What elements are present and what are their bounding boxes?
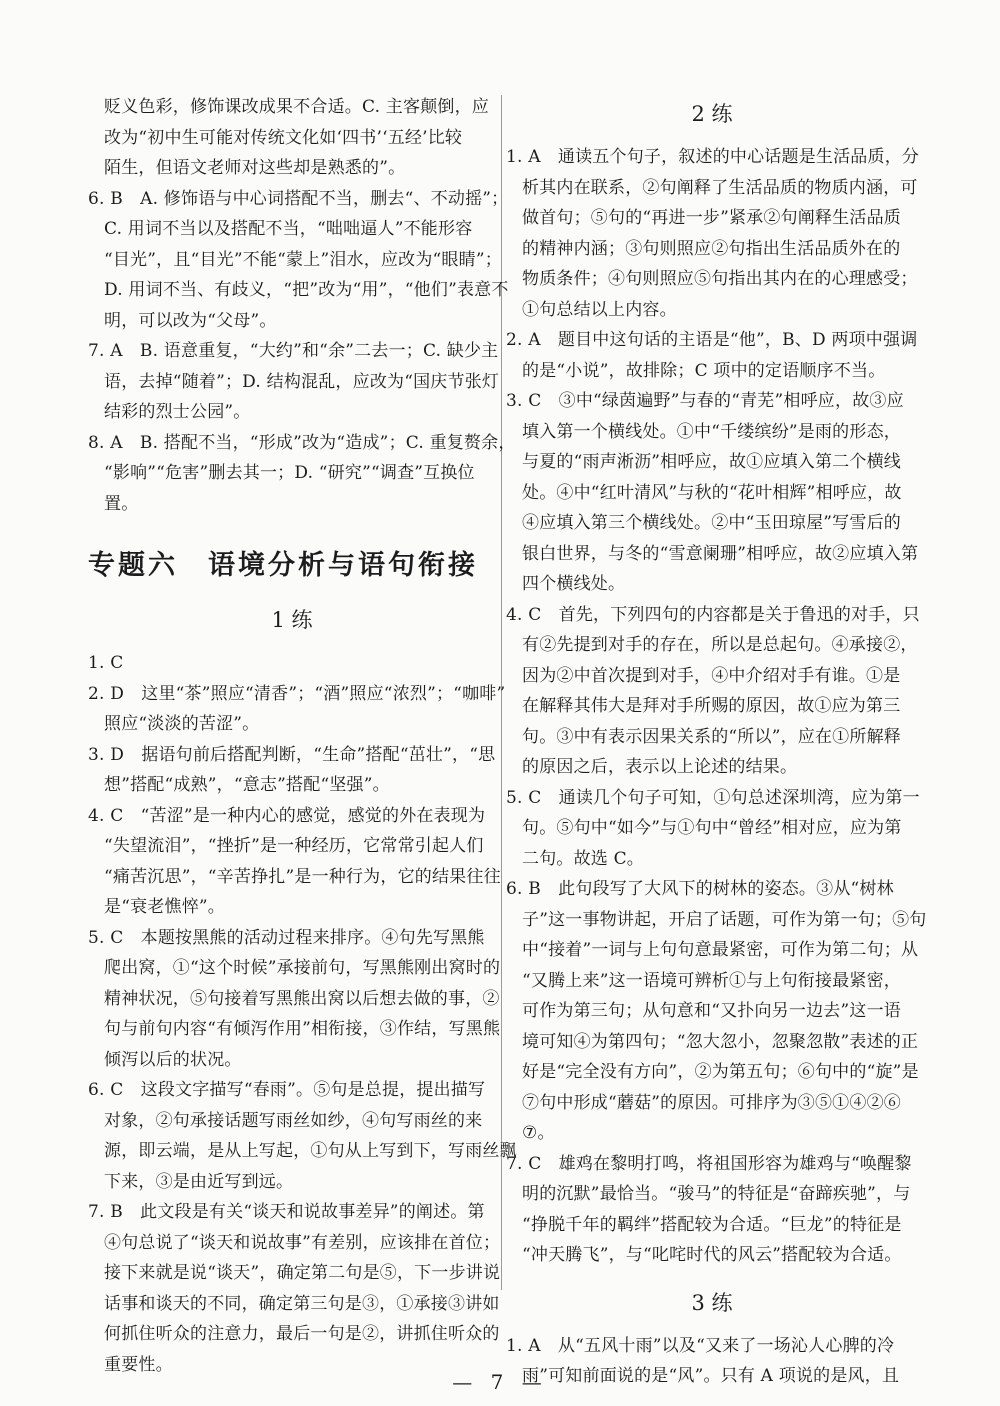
text-line: “挣脱千年的羁绊”搭配较为合适。“巨龙”的特征是 bbox=[522, 1214, 902, 1235]
text-line: 6. B A. 修饰语与中心词搭配不当，删去“、不动摇”； bbox=[88, 188, 509, 209]
text-line: 5. C 本题按黑熊的活动过程来排序。④句先写黑熊 bbox=[88, 927, 485, 948]
ex1-answer-3 bbox=[88, 740, 496, 801]
text-line: 6. C 这段文字描写“春雨”。⑤句是总提，提出描写 bbox=[88, 1080, 486, 1100]
exercise-1-title: 1 练 bbox=[271, 608, 313, 632]
text-line: 2. D 这里“茶”照应“清香”；“酒”照应“浓烈”；“咖啡” bbox=[88, 683, 506, 704]
ex1-answer-6 bbox=[88, 1075, 517, 1197]
text-line: 对象，②句承接话题写雨丝如纱，④句写雨丝的来 bbox=[104, 1110, 483, 1131]
text-line: 句与前句内容“有倾泻作用”相衔接，③作结，写黑熊 bbox=[104, 1019, 501, 1039]
ex2-answer-6 bbox=[506, 874, 927, 1149]
text-line: 2. A 题目中这句话的主语是“他”，B、D 两项中强调 bbox=[506, 330, 918, 350]
text-line: 接下来就是说“谈天”，确定第二句是⑤，下一步讲说 bbox=[104, 1263, 501, 1283]
text-line: “影响”“危害”删去其一；D. “研究”“调查”互换位 bbox=[104, 463, 475, 483]
text-line: 陌生，但语文老师对这些却是熟悉的”。 bbox=[104, 158, 406, 178]
text-line: 1. A 通读五个句子，叙述的中心话题是生活品质，分 bbox=[506, 147, 920, 167]
text-line: ①句总结以上内容。 bbox=[522, 299, 677, 320]
text-line: ④应填入第三个横线处。②中“玉田琼屋”写雪后的 bbox=[522, 513, 901, 533]
text-line: “痛苦沉思”，“辛苦挣扎”是一种行为，它的结果往往 bbox=[104, 866, 501, 887]
text-line: 结彩的烈士公园”。 bbox=[104, 402, 251, 422]
text-line: 8. A B. 搭配不当，“形成”改为“造成”；C. 重复赘余， bbox=[88, 432, 516, 453]
text-line: 是“衰老憔悴”。 bbox=[104, 897, 225, 917]
text-line: 6. B 此句段写了大风下的树林的姿态。③从“树林 bbox=[506, 879, 894, 899]
text-line: 置。 bbox=[104, 493, 139, 514]
text-line: 明，可以改为“父母”。 bbox=[104, 310, 277, 331]
text-line: 处。④中“红叶清风”与秋的“花叶相辉”相呼应，故 bbox=[522, 482, 902, 503]
text-line: 4. C 首先，下列四句的内容都是关于鲁迅的对手，只 bbox=[506, 604, 920, 625]
ex2-answer-3 bbox=[506, 386, 918, 600]
text-line: 在解释其伟大是拜对手所赐的原因，故①应为第三 bbox=[522, 696, 901, 716]
text-line: 源，即云端，是从上写起，①句从上写到下，写雨丝飘 bbox=[104, 1141, 517, 1161]
text-line: 1. C bbox=[88, 653, 124, 673]
text-line: 语，去掉“随着”；D. 结构混乱，应改为“国庆节张灯 bbox=[104, 371, 500, 392]
text-line: 3. C ③中“绿茵遍野”与春的“青芜”相呼应，故③应 bbox=[506, 391, 904, 411]
text-line: 物质条件；④句则照应⑤句指出其内在的心理感受； bbox=[522, 269, 918, 289]
text-line: 因为②中首次提到对手，④中介绍对手有谁。①是 bbox=[522, 665, 901, 686]
exercise-3-title: 3 练 bbox=[691, 1290, 733, 1315]
text-line: 5. C 通读几个句子可知，①句总述深圳湾，应为第一 bbox=[506, 787, 920, 808]
text-line: ⑦。 bbox=[522, 1123, 555, 1143]
right-column bbox=[506, 92, 927, 1392]
text-line: “目光”，且“目光”不能“蒙上”泪水，应改为“眼睛”； bbox=[104, 249, 502, 270]
text-line: 改为“初中生可能对传统文化如‘四书’‘五经’比较 bbox=[104, 127, 463, 148]
ex2-answer-4 bbox=[506, 600, 918, 783]
ex2-answer-7 bbox=[506, 1149, 918, 1271]
ex2-answer-5 bbox=[506, 783, 918, 875]
text-line: 何抓住听众的注意力，最后一句是②，讲抓住听众的 bbox=[104, 1324, 500, 1344]
text-line: 的精神内涵；③句则照应②句指出生活品质外在的 bbox=[522, 238, 901, 259]
text-line: 7. C 雄鸡在黎明打鸣，将祖国形容为雄鸡与“唤醒黎 bbox=[506, 1153, 912, 1174]
text-line: 有②先提到对手的存在，所以是总起句。④承接②， bbox=[522, 635, 918, 655]
text-line: 话事和谈天的不同，确定第三句是③，①承接③讲如 bbox=[104, 1293, 500, 1314]
text-line: 境可知④为第四句；“忽大忽小，忽聚忽散”表述的正 bbox=[522, 1031, 919, 1052]
text-line: 7. A B. 语意重复，“大约”和“余”二去一；C. 缺少主 bbox=[88, 341, 499, 361]
text-line: 与夏的“雨声淅沥”相呼应，故①应填入第二个横线 bbox=[522, 452, 901, 472]
ex2-answer-1 bbox=[506, 142, 918, 325]
ex1-answer-1 bbox=[88, 648, 496, 679]
text-line: “失望流泪”，“挫折”是一种经历，它常常引起人们 bbox=[104, 836, 484, 856]
answer-8 bbox=[88, 428, 516, 520]
ex1-answer-7 bbox=[88, 1197, 501, 1380]
text-line: 贬义色彩，修饰课改成果不合适。C. 主客颠倒，应 bbox=[104, 97, 490, 117]
text-line: ⑦句中形成“蘑菇”的原因。可排序为③⑤①④②⑥ bbox=[522, 1092, 901, 1113]
text-line: 中“接着”一词与上句句意最紧密，可作为第二句；从 bbox=[522, 940, 919, 960]
answer-7 bbox=[88, 336, 500, 428]
text-line: 填入第一个横线处。①中“千缕缤纷”是雨的形态， bbox=[522, 421, 901, 442]
text-line: 银白世界，与冬的“雪意阑珊”相呼应，故②应填入第 bbox=[522, 543, 919, 564]
text-line: C. 用词不当以及搭配不当，“咄咄逼人”不能形容 bbox=[104, 219, 473, 239]
text-line: 雨”可知前面说的是“风”。只有 A 项说的是风，且 bbox=[522, 1366, 900, 1386]
text-line: 的是“小说”，故排除；C 项中的定语顺序不当。 bbox=[522, 360, 886, 381]
text-line: 好是“完全没有方向”，②为第五句；⑥句中的“旋”是 bbox=[522, 1062, 919, 1082]
text-line: 做首句；⑤句的“再进一步”紧承②句阐释生活品质 bbox=[522, 208, 901, 228]
page-number: — 7 — bbox=[452, 1370, 548, 1394]
ex2-answer-2 bbox=[506, 325, 918, 386]
text-line: D. 用词不当、有歧义，“把”改为“用”，“他们”表意不 bbox=[104, 280, 509, 300]
text-line: “冲天腾飞”，与“叱咤时代的风云”搭配较为合适。 bbox=[522, 1245, 902, 1265]
text-line: 倾泻以后的状况。 bbox=[104, 1049, 242, 1070]
continued-answer bbox=[88, 92, 496, 184]
text-line: 1. A 从“五风十雨”以及“又来了一场沁人心脾的冷 bbox=[506, 1335, 895, 1356]
ex1-answer-5 bbox=[88, 923, 501, 1076]
text-line: 可作为第三句；从句意和“又扑向另一边去”这一语 bbox=[522, 1001, 901, 1021]
text-line: 二句。故选 C。 bbox=[522, 848, 645, 869]
text-line: 句。⑤句中“如今”与①句中“曾经”相对应，应为第 bbox=[522, 818, 902, 838]
text-line: 4. C “苦涩”是一种内心的感觉，感觉的外在表现为 bbox=[88, 805, 486, 826]
text-line: 精神状况，⑤句接着写黑熊出窝以后想去做的事，② bbox=[104, 988, 500, 1009]
section-title: 专题六 语境分析与语句衔接 bbox=[88, 550, 478, 581]
text-line: ④句总说了“谈天和说故事”有差别，应该排在首位； bbox=[104, 1232, 501, 1253]
text-line: 的原因之后，表示以上论述的结果。 bbox=[522, 757, 798, 777]
text-line: 3. D 据语句前后搭配判断，“生命”搭配“茁壮”，“思 bbox=[88, 744, 496, 765]
text-line: 句。③中有表示因果关系的“所以”，应在①所解释 bbox=[522, 726, 901, 747]
text-line: 想”搭配“成熟”，“意志”搭配“坚强”。 bbox=[104, 775, 390, 795]
text-line: 重要性。 bbox=[104, 1354, 173, 1375]
text-line: 四个横线处。 bbox=[522, 574, 626, 594]
text-line: “又腾上来”这一语境可辨析①与上句衔接最紧密， bbox=[522, 970, 901, 991]
text-line: 爬出窝，①“这个时候”承接前句，写黑熊刚出窝时的 bbox=[104, 958, 501, 978]
text-line: 析其内在联系，②句阐释了生活品质的物质内涵，可 bbox=[522, 177, 918, 198]
text-line: 子”这一事物讲起，开启了话题，可作为第一句；⑤句 bbox=[522, 909, 927, 930]
text-line: 7. B 此文段是有关“谈天和说故事差异”的阐述。第 bbox=[88, 1202, 485, 1222]
text-line: 明的沉默”最恰当。“骏马”的特征是“奋蹄疾驰”，与 bbox=[522, 1184, 911, 1204]
exercise-2-title: 2 练 bbox=[691, 102, 733, 126]
left-column bbox=[88, 92, 517, 1380]
text-line: 下来，③是由近写到远。 bbox=[104, 1171, 294, 1192]
text-line: 照应“淡淡的苦涩”。 bbox=[104, 714, 260, 734]
ex1-answer-4 bbox=[88, 801, 501, 923]
answer-6 bbox=[88, 184, 509, 337]
ex1-answer-2 bbox=[88, 679, 506, 740]
